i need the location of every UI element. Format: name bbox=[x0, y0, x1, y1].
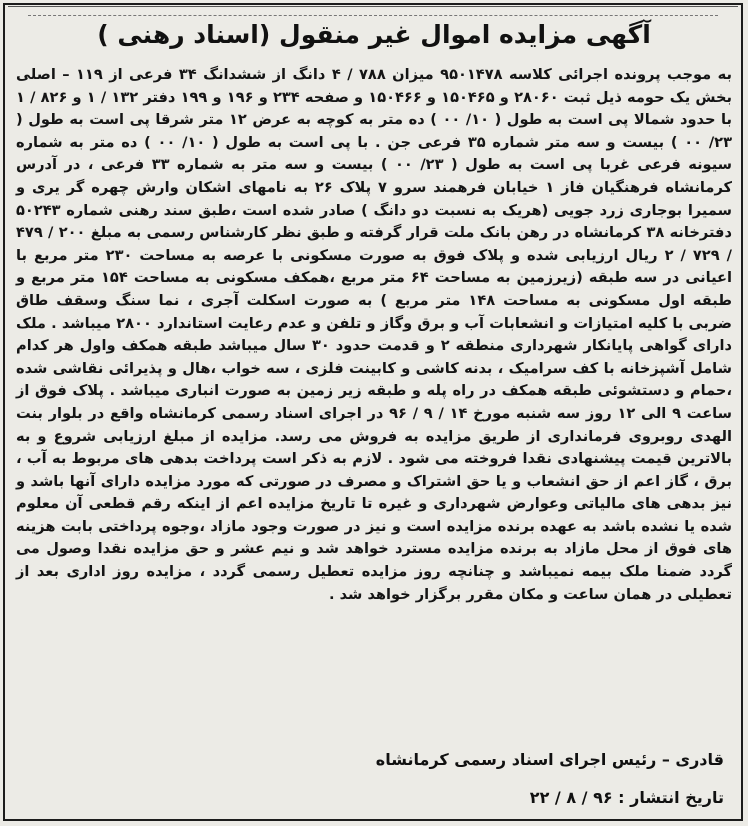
notice-title: آگهی مزایده اموال غیر منقول (اسناد رهنی ) bbox=[97, 20, 651, 49]
publication-date-label: تاریخ انتشار : bbox=[618, 788, 724, 807]
signature-line: قادری – رئیس اجرای اسناد رسمی کرمانشاه bbox=[375, 750, 724, 769]
publication-date-value: ۹۶ / ۸ / ۲۲ bbox=[529, 788, 613, 807]
publication-date bbox=[530, 786, 724, 810]
notice-body: به موجب پرونده اجرائی کلاسه ۹۵۰۱۴۷۸ میزان ۷۸۸ / ۴ دانگ از ششدانگ ۳۴ فرعی از ۱۱۹ – اصلی بخش یک حومه ذیل ثبت ۲۸۰۶۰ و ۱۵۰۴۶۵ و ۱۵۰۴۶۶ و صفحه ۲۳۴ و ۱۹۶ و ۱۹۹ دفتر ۱۳۲ / ۱ و ۸۲۶ / ۱ با حدود شمالا پی است به طول ( ۱۰/ ۰۰ ) ده متر به کوچه به عرض ۱۲ متر شرقا پی است به طول ( ۲۳/ ۰۰ ) بیست و سه متر شماره ۳۵ فرعی جن . با پی است به طول ( ۱۰/ ۰۰ ) ده متر به شماره سیونه فرعی غربا پی است به طول ( ۲۳/ ۰۰ ) بیست و سه متر به شماره ۳۳ فرعی ، در آدرس کرمانشاه فرهنگیان فاز ۱ خیابان فرهمند سرو ۷ پلاک ۲۶ به نامهای اشکان وارش چهره گر یری و سمیرا بوجاری زرد جویی (هریک به نسبت دو دانگ ) صادر شده است ،طبق سند رهنی شماره ۵۰۲۴۳ دفترخانه ۳۸ کرمانشاه در رهن بانک ملت قرار گرفته و طبق نظر کارشناس رسمی به مبلغ ۲۰۰ / ۴۷۹ / ۷۲۹ / ۲ ریال ارزیابی شده و پلاک فوق به صورت مسکونی با عرصه به مساحت ۲۳۰ متر مربع با اعیانی در سه طبقه (زیرزمین به مساحت ۶۴ متر مربع ،همکف مسکونی به مساحت ۱۵۴ متر مربع و طبقه اول مسکونی به مساحت ۱۴۸ متر مربع ) به صورت اسکلت آجری ، نما سنگ وسقف طاق ضربی با کلیه امتیازات و انشعابات آب و برق وگاز و تلفن و عدم رعایت استاندارد ۲۸۰۰ میباشد . ملک دارای گواهی پایانکار شهرداری منطقه ۲ و قدمت حدود ۳۰ سال میباشد طبقه همکف واول هر کدام شامل آشپزخانه با کف سرامیک ، بدنه کاشی و کابینت فلزی ، سه خواب ،هال و پذیرائی نقاشی شده ،حمام و دستشوئی طبقه همکف در راه پله و طبقه زیر زمین به صورت انباری میباشد . پلاک فوق از ساعت ۹ الی ۱۲ روز سه شنبه مورخ ۱۴ / ۹ / ۹۶ در اجرای اسناد رسمی کرمانشاه واقع در بلوار بنت الهدی روبروی فرمانداری از طریق مزایده به فروش می رسد. مزایده از مبلغ ارزیابی شروع و به بالاترین قیمت پیشنهادی نقدا فروخته می شود . لازم به ذکر است پرداخت بدهی های مربوط به آب ، برق ، گاز اعم از حق انشعاب و یا حق اشتراک و مصرف در صورتی که مورد مزایده دارای آنها باشد و نیز بدهی های مالیاتی وعوارض شهرداری و غیره تا تاریخ مزایده اعم از اینکه رقم قطعی آن معلوم شده یا نشده باشد به عهده برنده مزایده است و نیز در صورت وجود مازاد ،وجوه پرداختی بابت هزینه های فوق از محل مازاد به برنده مزایده مسترد خواهد شد و نیم عشر و حق مزایده نقدا وصول می گردد ضمنا ملک بیمه نمیباشد و چنانچه روز مزایده تعطیل رسمی گردد ، مزایده روز اداری بعد از تعطیلی در همان ساعت و مکان مقرر برگزار خواهد شد . bbox=[16, 66, 733, 603]
header-rule bbox=[28, 15, 718, 16]
